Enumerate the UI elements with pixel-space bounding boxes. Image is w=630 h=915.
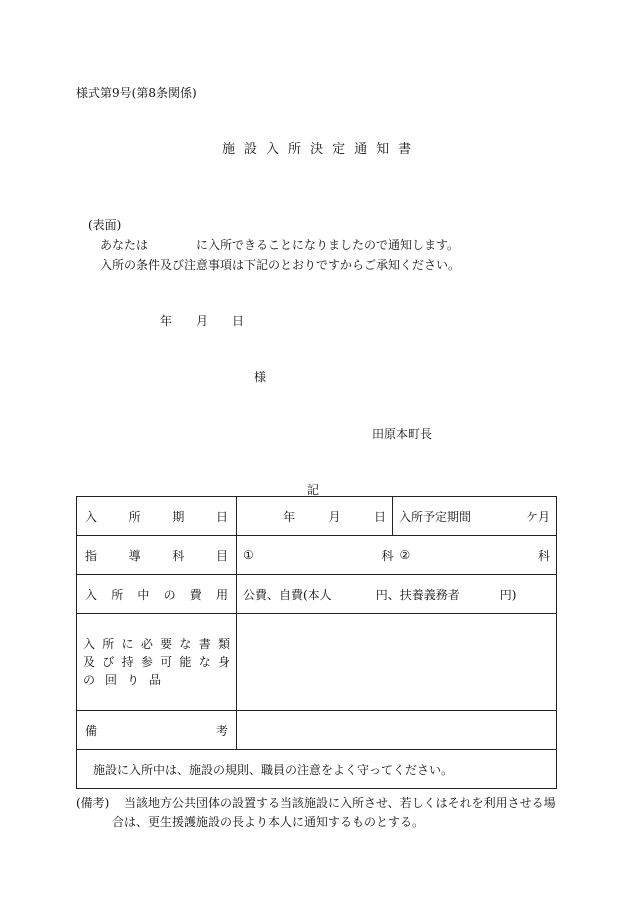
label-remarks xyxy=(77,711,237,750)
label-admission-cost xyxy=(77,575,237,614)
subject-1-mark: ① xyxy=(243,548,254,562)
ki-label: 記 xyxy=(307,483,320,497)
label-char: び xyxy=(102,655,115,669)
remarks-label: (備考) xyxy=(76,796,110,810)
row-remarks xyxy=(77,711,557,750)
label-guidance-subjects xyxy=(77,536,237,575)
title-char: 知 xyxy=(376,142,399,157)
label-char: 持 xyxy=(121,655,134,669)
row-notice xyxy=(77,750,557,789)
label-char: 考 xyxy=(215,723,228,738)
issue-date xyxy=(160,312,244,329)
addressee-suffix: 様 xyxy=(254,370,267,384)
label-char: 指 xyxy=(85,548,98,563)
label-char: 費 xyxy=(189,587,202,602)
label-char: 入 xyxy=(85,587,98,602)
admission-cost-value xyxy=(237,575,557,614)
label-char: 入 xyxy=(83,637,96,651)
admission-period xyxy=(393,497,557,536)
label-char: 品 xyxy=(149,673,162,687)
remarks-line2: 合は、更生援護施設の長より本人に通知するものとする。 xyxy=(112,815,425,829)
label-char: 回 xyxy=(105,673,118,687)
admission-date-value xyxy=(237,497,393,536)
cost-suffix: 円) xyxy=(499,587,517,602)
row-required-items xyxy=(77,614,557,711)
title-char: 入 xyxy=(266,142,289,157)
required-items-value xyxy=(237,614,557,711)
label-char: 要 xyxy=(160,637,173,651)
label-char: の xyxy=(163,587,176,602)
required-items-line3 xyxy=(83,671,230,689)
title-char: 定 xyxy=(332,142,355,157)
row-guidance-subjects xyxy=(77,536,557,575)
admission-year-unit: 年 xyxy=(283,509,296,524)
form-number: 様式第9号(第8条関係) xyxy=(76,86,197,100)
label-char: 目 xyxy=(215,548,228,563)
label-char: な xyxy=(179,637,192,651)
label-char: 入 xyxy=(85,509,98,524)
title-char: 設 xyxy=(244,142,267,157)
subject-2-mark: ② xyxy=(399,548,411,562)
label-required-items xyxy=(77,614,237,711)
subject-2-unit: 科 xyxy=(537,548,550,563)
document-title xyxy=(222,138,420,157)
required-items-line2 xyxy=(83,653,230,671)
issuer: 田原本町長 xyxy=(372,427,433,441)
guidance-subjects-value xyxy=(237,536,557,575)
conditions-table xyxy=(76,496,557,789)
title-char: 決 xyxy=(310,142,333,157)
date-year: 年 xyxy=(160,314,173,328)
remarks-line1: 当該地方公共団体の設置する当該施設に入所させ、若しくはそれを利用させる場 xyxy=(124,796,556,810)
label-char: 可 xyxy=(160,655,173,669)
label-char: 書 xyxy=(198,637,211,651)
title-char: 施 xyxy=(222,142,245,157)
intro-line2: 入所の条件及び注意事項は下記のとおりですからご承知ください。 xyxy=(100,258,461,272)
label-char: 用 xyxy=(215,587,228,602)
cost-prefix: 公費、自費(本人 xyxy=(243,587,332,602)
required-items-line1 xyxy=(83,635,230,653)
label-admission-date xyxy=(77,497,237,536)
label-char: 能 xyxy=(179,655,192,669)
label-char: 日 xyxy=(215,509,228,524)
intro-line1-suffix: に入所できることになりましたので通知します。 xyxy=(196,238,460,252)
intro-line1 xyxy=(100,236,459,253)
label-char: 科 xyxy=(172,548,185,563)
row-admission-cost xyxy=(77,575,557,614)
label-char: 所 xyxy=(102,637,115,651)
label-char: 所 xyxy=(128,509,141,524)
label-char: 及 xyxy=(83,655,96,669)
period-label: 入所予定期間 xyxy=(399,509,472,524)
label-char: に xyxy=(121,637,134,651)
omote-label: (表面) xyxy=(88,218,122,232)
facility-notice: 施設に入所中は、施設の規則、職員の注意をよく守ってください。 xyxy=(93,762,454,777)
title-char: 書 xyxy=(398,142,421,157)
label-char: 備 xyxy=(85,723,98,738)
label-char: 期 xyxy=(172,509,185,524)
label-char: 類 xyxy=(217,637,230,651)
notice-cell xyxy=(77,750,557,789)
admission-day-unit: 日 xyxy=(373,509,386,524)
date-month: 月 xyxy=(196,314,209,328)
label-char: な xyxy=(198,655,211,669)
label-char: 参 xyxy=(140,655,153,669)
row-admission-date xyxy=(77,497,557,536)
title-char: 所 xyxy=(288,142,311,157)
title-char: 通 xyxy=(354,142,377,157)
remarks-value xyxy=(237,711,557,750)
label-char: 必 xyxy=(140,637,153,651)
label-char: の xyxy=(83,673,96,687)
subject-1-unit: 科 xyxy=(381,548,394,563)
label-char: 所 xyxy=(111,587,124,602)
period-unit: ケ月 xyxy=(525,509,550,524)
label-char: 身 xyxy=(217,655,230,669)
cost-mid: 円、扶養義務者 xyxy=(375,587,460,602)
admission-month-unit: 月 xyxy=(328,509,341,524)
intro-line1-prefix: あなたは xyxy=(100,238,149,252)
label-char: り xyxy=(127,673,140,687)
label-char: 導 xyxy=(128,548,141,563)
date-day: 日 xyxy=(232,314,245,328)
label-char: 中 xyxy=(137,587,150,602)
